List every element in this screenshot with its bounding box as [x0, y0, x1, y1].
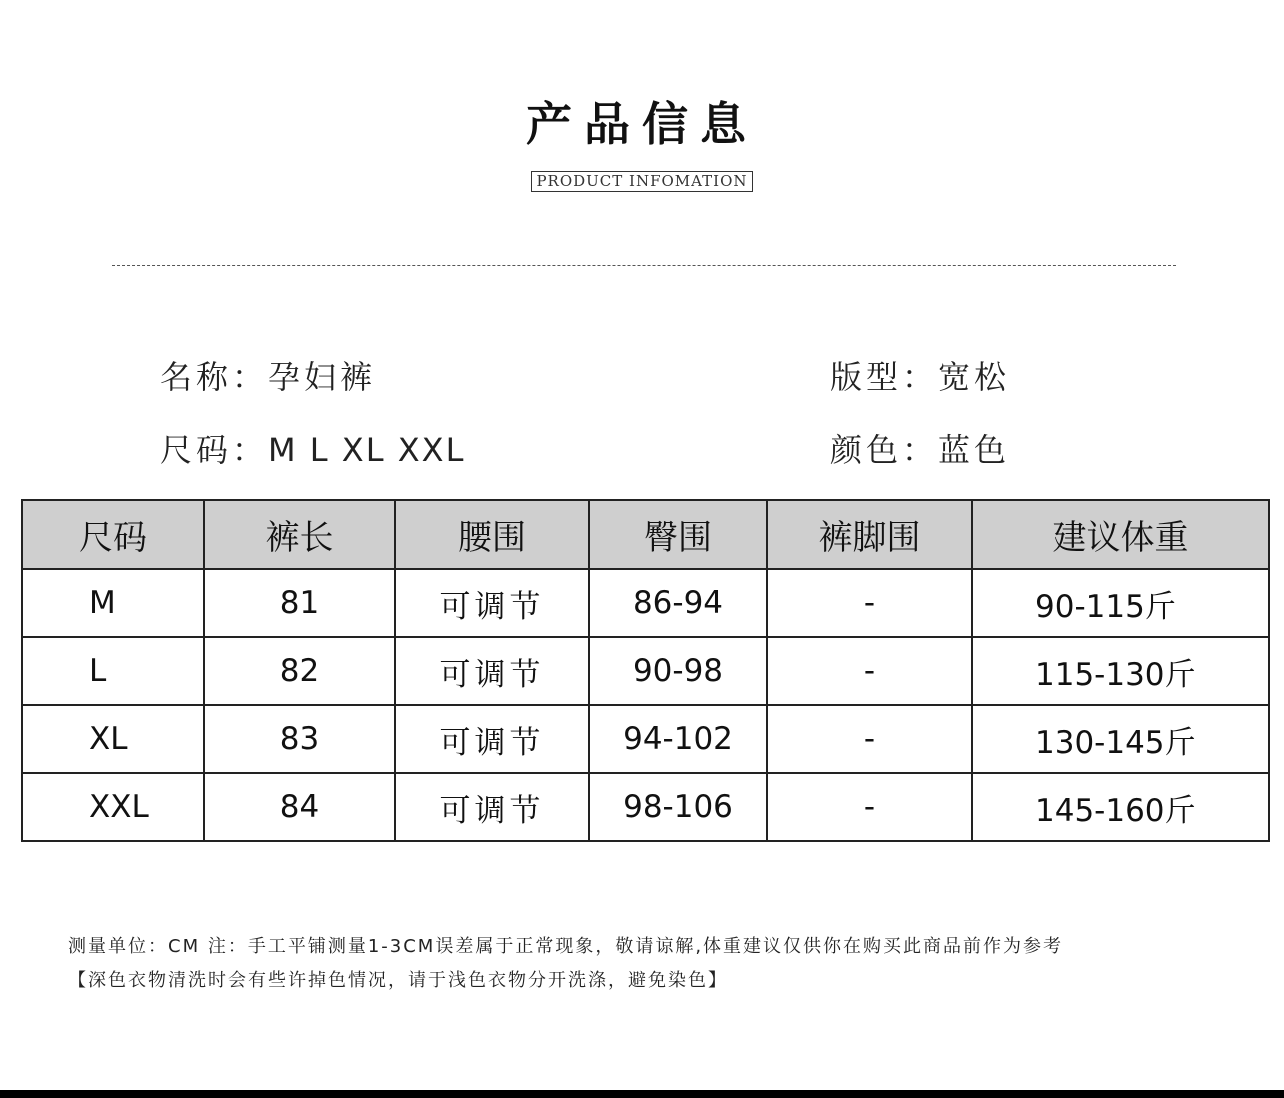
- cell-size: XL: [22, 705, 204, 773]
- cell-hem: -: [767, 773, 972, 841]
- cell-hip: 86-94: [589, 569, 767, 637]
- cell-length: 82: [204, 637, 395, 705]
- table-row: [22, 637, 1269, 705]
- info-fit: [830, 352, 1010, 398]
- info-name-value: 孕妇裤: [268, 358, 377, 396]
- info-size-value: M L XL XXL: [268, 431, 466, 469]
- cell-hem: -: [767, 637, 972, 705]
- cell-length: 83: [204, 705, 395, 773]
- table-row: [22, 569, 1269, 637]
- cell-weight: 115-130斤: [972, 637, 1269, 705]
- cell-size: L: [22, 637, 204, 705]
- info-size-label: 尺码：: [160, 431, 269, 469]
- info-color-label: 颜色：: [830, 431, 939, 469]
- cell-hem: -: [767, 569, 972, 637]
- cell-length: 84: [204, 773, 395, 841]
- header-waist: 腰围: [395, 500, 589, 569]
- info-size: [160, 425, 465, 471]
- cell-weight: 130-145斤: [972, 705, 1269, 773]
- dashed-divider: [112, 265, 1176, 266]
- info-color-value: 蓝色: [938, 431, 1011, 469]
- cell-hip: 90-98: [589, 637, 767, 705]
- cell-length: 81: [204, 569, 395, 637]
- info-color: [830, 425, 1010, 471]
- bottom-bar: [0, 1090, 1284, 1098]
- size-table: [21, 499, 1270, 842]
- cell-waist: 可调节: [395, 569, 589, 637]
- cell-hem: -: [767, 705, 972, 773]
- info-name-label: 名称：: [160, 358, 269, 396]
- header-hip: 臀围: [589, 500, 767, 569]
- header-size: 尺码: [22, 500, 204, 569]
- cell-weight: 145-160斤: [972, 773, 1269, 841]
- info-fit-label: 版型：: [830, 358, 939, 396]
- page-subtitle: PRODUCT INFOMATION: [531, 171, 752, 192]
- info-fit-value: 宽松: [938, 358, 1011, 396]
- cell-waist: 可调节: [395, 773, 589, 841]
- cell-waist: 可调节: [395, 705, 589, 773]
- cell-hip: 94-102: [589, 705, 767, 773]
- cell-waist: 可调节: [395, 637, 589, 705]
- table-row: [22, 705, 1269, 773]
- cell-size: M: [22, 569, 204, 637]
- header-length: 裤长: [204, 500, 395, 569]
- measurement-note: 测量单位：CM 注：手工平铺测量1-3CM误差属于正常现象，敬请谅解,体重建议仅供你在购买此商品前作为参考: [68, 936, 1064, 957]
- header-weight: 建议体重: [972, 500, 1269, 569]
- page-title: 产品信息: [526, 97, 758, 151]
- cell-hip: 98-106: [589, 773, 767, 841]
- info-name: [160, 352, 376, 398]
- washing-note: 【深色衣物清洗时会有些许掉色情况，请于浅色衣物分开洗涤，避免染色】: [68, 970, 728, 991]
- table-row: [22, 773, 1269, 841]
- header-hem: 裤脚围: [767, 500, 972, 569]
- cell-size: XXL: [22, 773, 204, 841]
- table-header-row: [22, 500, 1269, 569]
- cell-weight: 90-115斤: [972, 569, 1269, 637]
